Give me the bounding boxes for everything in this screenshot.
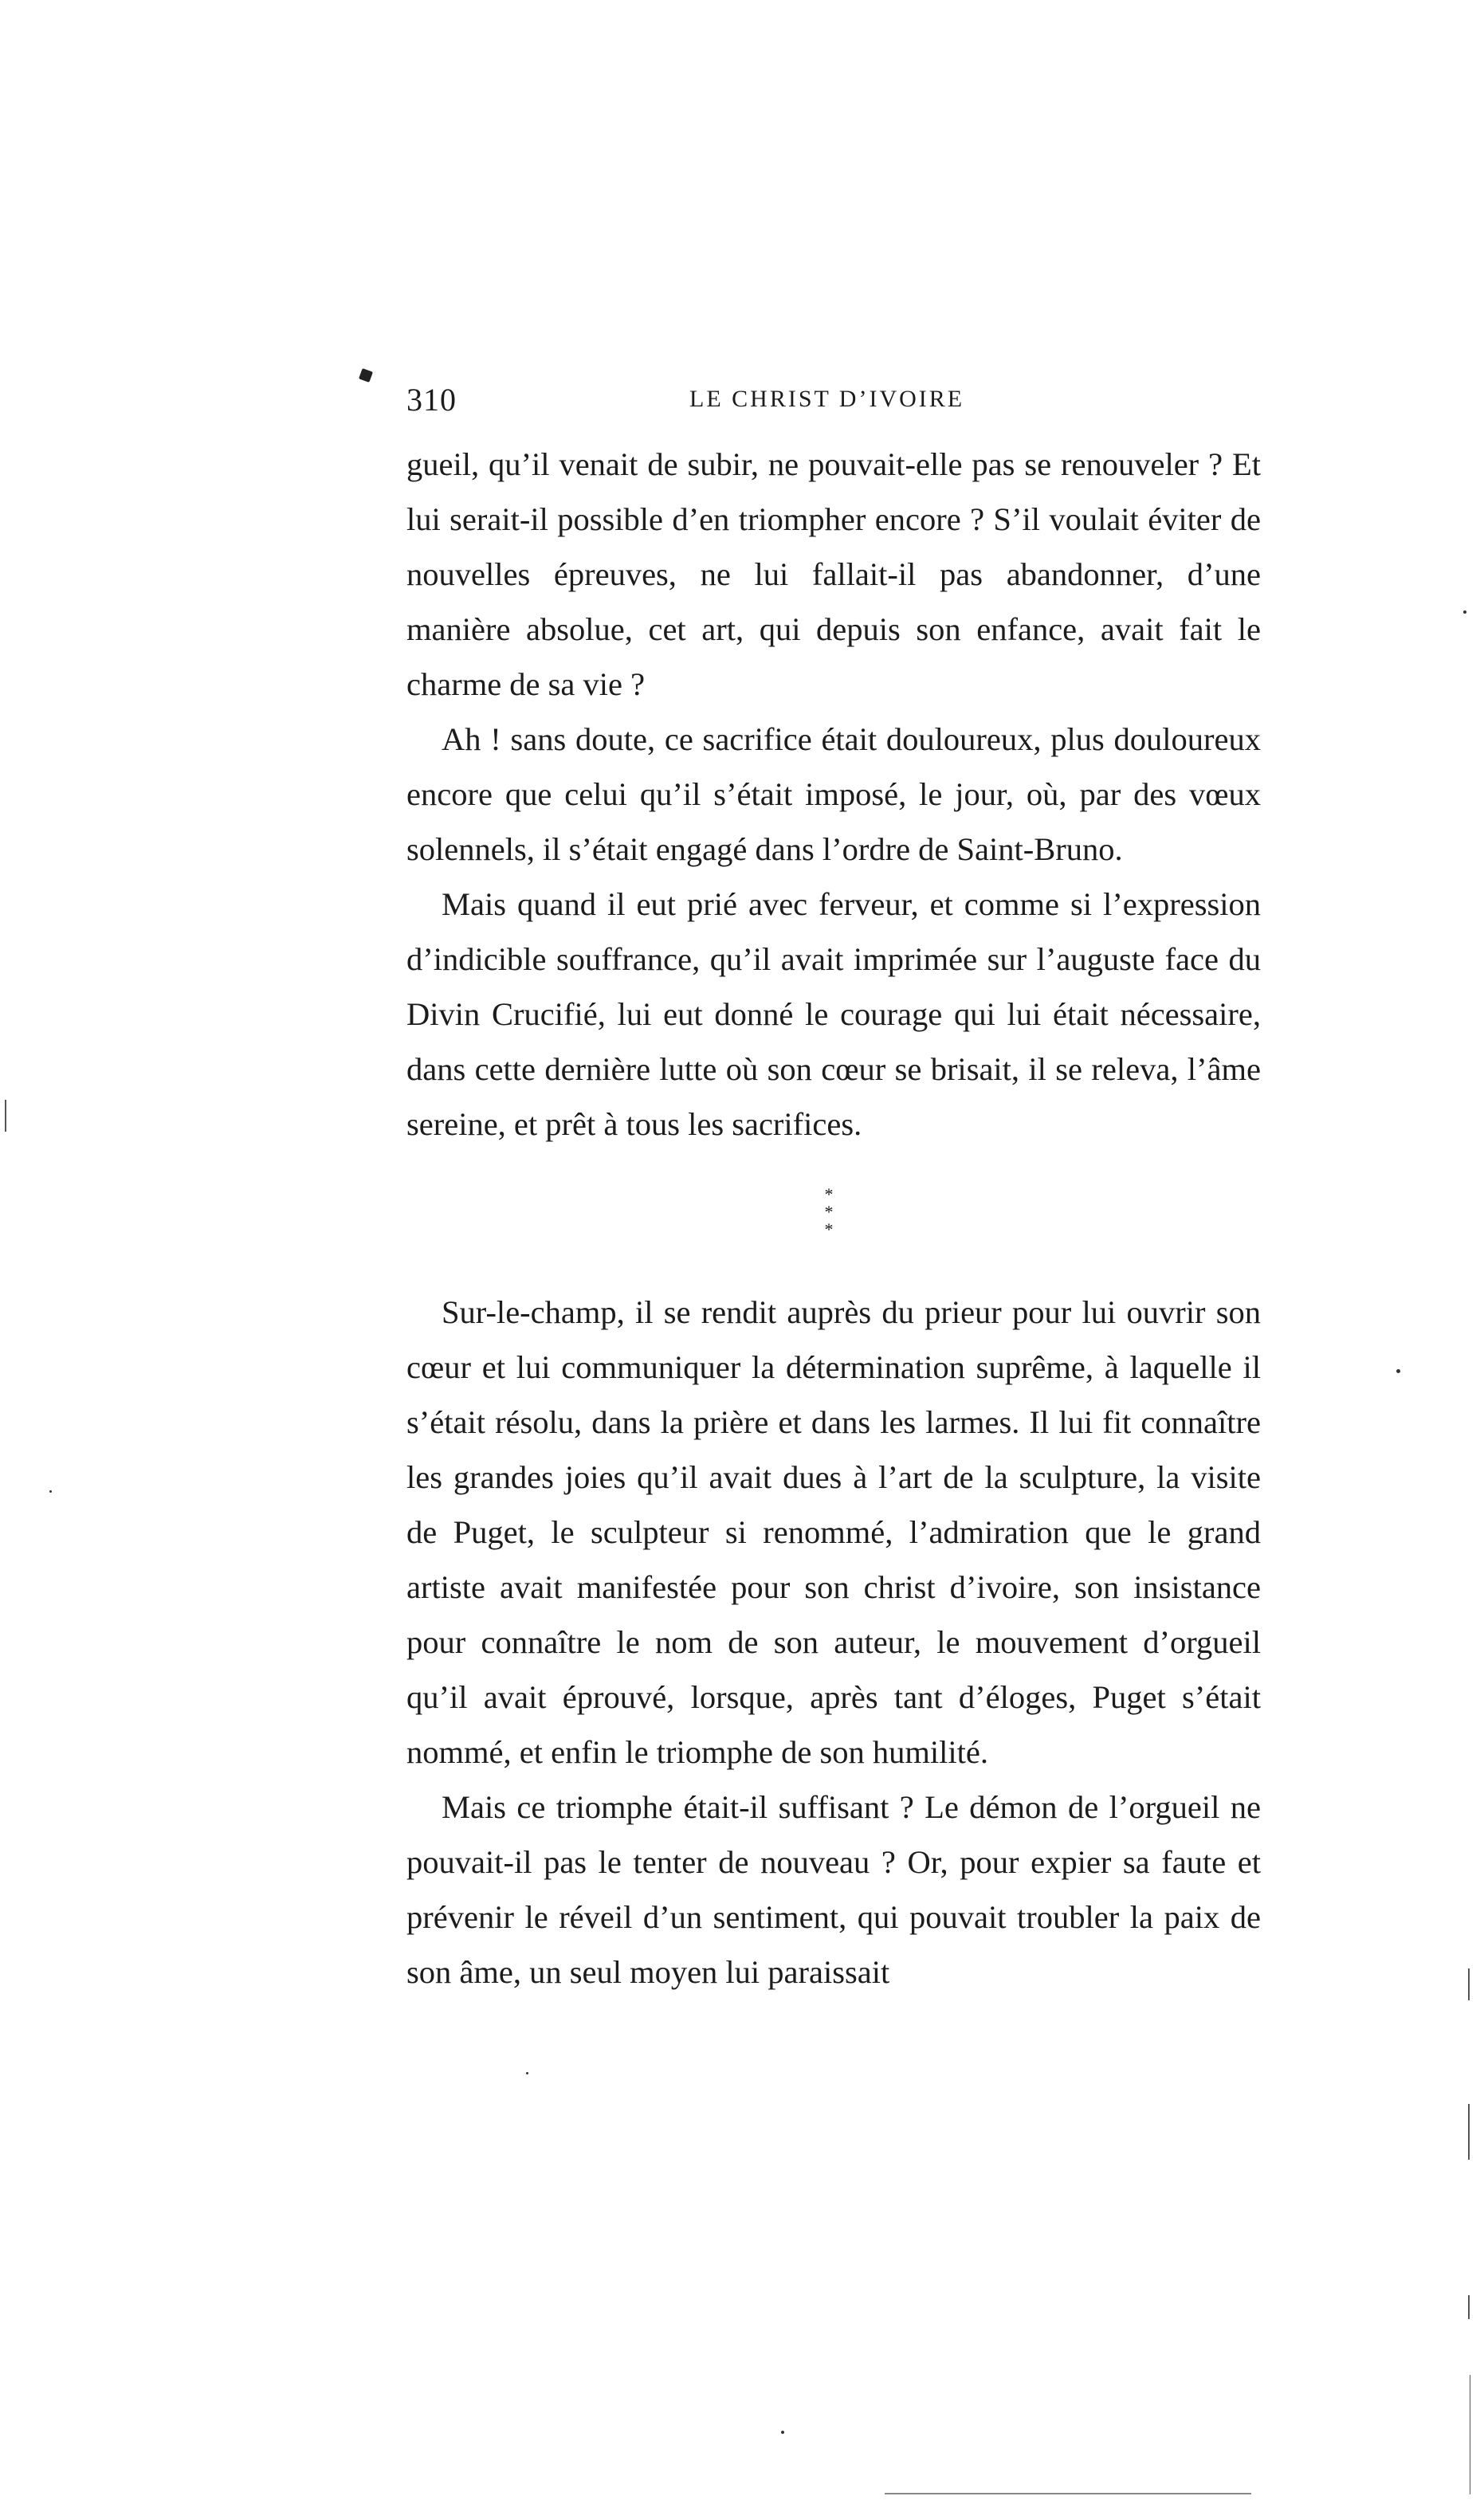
text-block-upper (406, 437, 1261, 1152)
paragraph: Mais quand il eut prié avec ferveur, et comme si l’expression d’indicible souffrance, qu’il avait imprimée sur l’auguste face du Divin Crucifié, lui eut donné le courage qui lui était nécessaire, dans cette dernière lutte où son cœur se brisait, il se releva, l’âme sereine, et prêt à tous les sacrifices. (406, 886, 1261, 1142)
scan-speck (1463, 610, 1466, 614)
scan-edge-mark (1468, 2295, 1470, 2319)
scan-speck (1396, 1369, 1400, 1373)
scan-edge-mark (1468, 1968, 1470, 2000)
scan-edge-mark (1468, 2104, 1470, 2160)
scan-edge-mark (5, 1100, 6, 1132)
paragraph: Sur-le-champ, il se rendit auprès du prieur pour lui ouvrir son cœur et lui communiquer la détermination suprême, à laquelle il s’était résolu, dans la prière et dans les larmes. Il lui fit connaître les grandes joies qu’il avait dues à l’art de la sculpture, la visite de Puget, le sculpteur si renommé, l’admiration que le grand artiste avait manifestée pour son christ d’ivoire, son insistance pour connaître le nom de son auteur, le mouvement d’orgueil qu’il avait éprouvé, lorsque, après tant d’éloges, Puget s’était nommé, et enfin le triomphe de son humilité. (406, 1294, 1261, 1770)
asterism-bottom: * * (824, 1202, 845, 1239)
text-block-lower (406, 1285, 1261, 2000)
page-number: 310 (406, 382, 457, 418)
scan-speck (49, 1490, 52, 1493)
ink-mark (359, 368, 373, 383)
paragraph: Ah ! sans doute, ce sacrifice était douloureux, plus douloureux encore que celui qu’il s’était imposé, le jour, où, par des vœux solennels, il s’était engagé dans l’ordre de Saint-Bruno. (406, 721, 1261, 867)
paragraph: Mais ce triomphe était-il suffisant ? Le démon de l’orgueil ne pouvait-il pas le tenter de nouveau ? Or, pour expier sa faute et prévenir le réveil d’un sentiment, qui pouvait troubler la paix de son âme, un seul moyen lui paraissait (406, 1789, 1261, 1990)
scan-bottom-rule (885, 2493, 1251, 2494)
scan-speck (526, 2072, 528, 2074)
section-break-asterism (805, 1184, 853, 1239)
running-title: LE CHRIST D’IVOIRE (689, 386, 965, 412)
scan-speck (781, 2431, 784, 2434)
paragraph: gueil, qu’il venait de subir, ne pouvait-elle pas se renouveler ? Et lui serait-il possible d’en triompher encore ? S’il voulait éviter de nouvelles épreuves, ne lui fallait-il pas abandonner, d’une manière absolue, cet art, qui depuis son enfance, avait fait le charme de sa vie ? (406, 446, 1261, 702)
page-header (406, 381, 1261, 429)
asterism-top: * (824, 1184, 834, 1204)
